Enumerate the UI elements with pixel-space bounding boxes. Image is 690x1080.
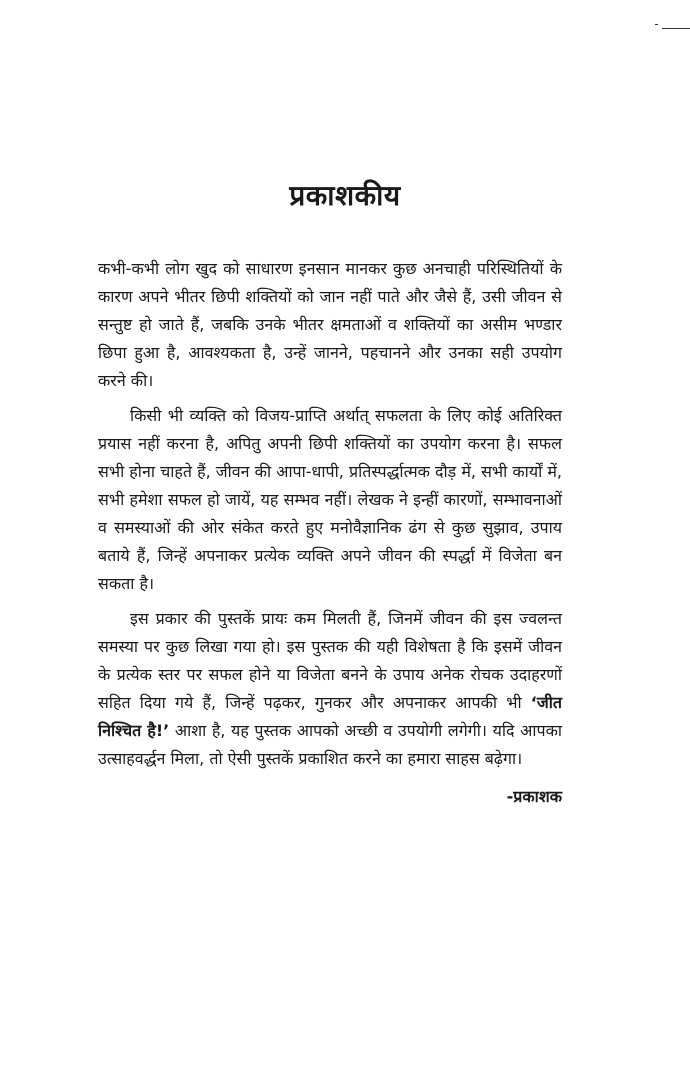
paragraph-3-text-before: इस प्रकार की पुस्तकें प्रायः कम मिलती हैं, जिनमें जीवन की इस ज्वलन्त समस्या पर कुछ लिखा गया हो। इस पुस्तक की यही विशेषता है कि इसमें जीवन के प्रत्येक स्तर पर सफल होने या विजेता बनने के उपाय अनेक रोचक उदाहरणों सहित दिया गये हैं, जिन्हें पढ़कर, गुनकर और अपनाकर आपकी भी [98,609,562,712]
publisher-signature: -प्रकाशक [506,787,562,806]
book-title-emphasis: ‘जीत निश्चित है!’ [98,693,562,740]
paragraph-3 [98,605,562,773]
preface-body [98,255,562,811]
paragraph-2: किसी भी व्यक्ति को विजय-प्राप्ति अर्थात् सफलता के लिए कोई अतिरिक्त प्रयास नहीं करना है, अपितु अपनी छिपी शक्तियों का उपयोग करना है। सफल सभी होना चाहते हैं, जीवन की आपा-धापी, प्रतिस्पर्द्धात्मक दौड़ में, सभी कार्यों में, सभी हमेशा सफल हो जायें, यह सम्भव नहीं। लेखक ने इन्हीं कारणों, सम्भावनाओं व समस्याओं की ओर संकेत करते हुए मनोवैज्ञानिक ढंग से कुछ सुझाव, उपाय बताये हैं, जिन्हें अपनाकर प्रत्येक व्यक्ति अपने जीवन की स्पर्द्धा में विजेता बन सकता है। [98,406,562,593]
paragraph-3-text-after: आशा है, यह पुस्तक आपको अच्छी व उपयोगी लगेगी। यदि आपका उत्साहवर्द्धन मिला, तो ऐसी पुस्तकें प्रकाशित करने का हमारा साहस बढ़ेगा। [98,721,562,768]
paragraph-1: कभी-कभी लोग खुद को साधारण इनसान मानकर कुछ अनचाही परिस्थितियों के कारण अपने भीतर छिपी शक्तियों को जान नहीं पाते और जैसे हैं, उसी जीवन से सन्तुष्ट हो जाते हैं, जबकि उनके भीतर क्षमताओं व शक्तियों का असीम भण्डार छिपा हुआ है, आवश्यकता है, उन्हें जानने, पहचानने और उनका सही उपयोग करने की। [98,259,562,390]
corner-mark-dot [655,24,658,25]
corner-mark-line [662,28,690,29]
page-title: प्रकाशकीय [289,179,401,212]
